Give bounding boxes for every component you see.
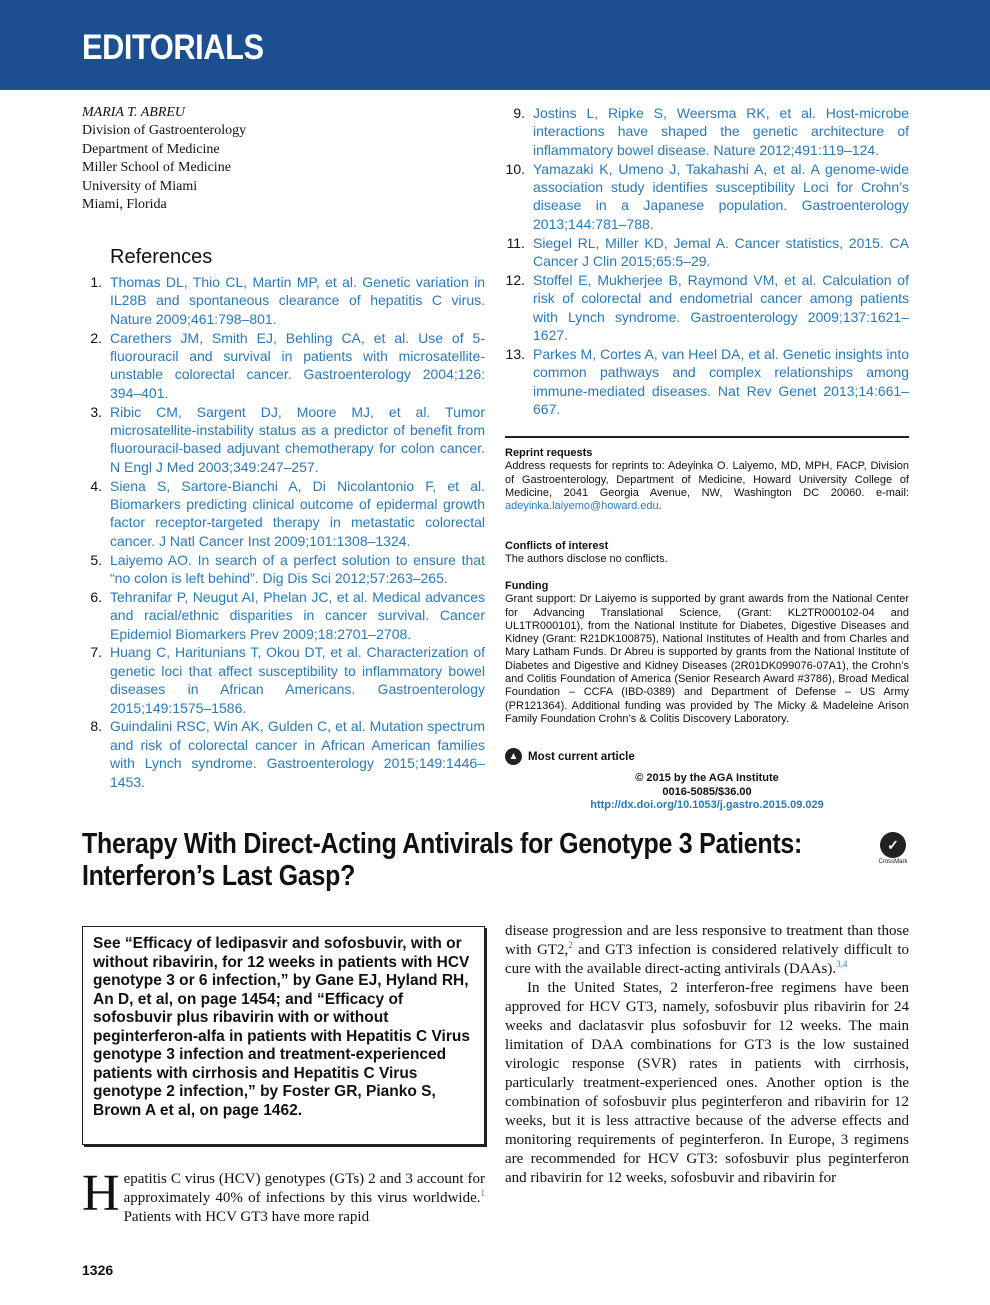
reference-link[interactable]: Ribic CM, Sargent DJ, Moore MJ, et al. Tumor microsatellite-instability status as a predictor of benefit from fluorouracil-based adjuvant chemotherapy for colon cancer. N Engl J Med 2003;349:247–257. xyxy=(110,403,485,475)
reference-item[interactable] xyxy=(82,643,485,717)
reference-item[interactable] xyxy=(82,717,485,791)
reference-link[interactable]: Huang C, Haritunians T, Okou DT, et al. Characterization of genetic loci that affect susceptibility to inflammatory bowel diseases in African Americans. Gastroenterology 2015;149:1575–1586. xyxy=(110,644,485,716)
body-text: epatitis C virus (HCV) genotypes (GTs) 2 and 3 account for approximately 40% of infections by this virus worldwide. xyxy=(123,1171,485,1206)
reference-item[interactable] xyxy=(82,477,485,551)
body-paragraph: In the United States, 2 interferon-free regimens have been approved for HCV GT3, namely, sofosbuvir plus ribavirin for 24 weeks and daclatasvir plus sofosbuvir for 12 weeks. The main limitation of DAA combinations for GT3 is the low sustained virologic response (SVR) rates in patients with cirrhosis, particularly treatment-experienced ones. Another option is the combination of sofosbuvir plus peginterferon and ribavirin for 12 weeks, but it is less attractive because of the adverse effects and monitoring requirements of peginterferon. In Europe, 3 regimens are recommended for HCV GT3: sofosbuvir plus peginterferon and ribavirin for 12 weeks, sofosbuvir and ribavirin for xyxy=(505,980,909,1186)
reference-item[interactable] xyxy=(505,345,909,419)
most-current-article[interactable] xyxy=(505,748,635,765)
reference-item[interactable] xyxy=(505,271,909,345)
reference-link[interactable]: Siegel RL, Miller KD, Jemal A. Cancer statistics, 2015. CA Cancer J Clin 2015;65:5–29. xyxy=(533,234,909,270)
reference-number: 7. xyxy=(90,644,102,661)
copyright-line: © 2015 by the AGA Institute xyxy=(635,772,779,784)
reference-number: 12. xyxy=(505,271,525,288)
body-text: Patients with HCV GT3 have more rapid xyxy=(123,1209,370,1225)
reference-item[interactable] xyxy=(82,403,485,477)
references-list-left xyxy=(82,273,485,792)
doi-link[interactable]: http://dx.doi.org/10.1053/j.gastro.2015.09.029 xyxy=(590,799,824,811)
reprint-heading: Reprint requests xyxy=(505,447,593,459)
author-affiliation-line: Department of Medicine xyxy=(82,141,220,157)
page-number: 1326 xyxy=(82,1262,114,1278)
reference-link[interactable]: Yamazaki K, Umeno J, Takahashi A, et al. A genome-wide association study identifies susceptibility Loci for Crohn’s disease in a Japanese population. Gastroenterology 2013;144:781–788. xyxy=(533,160,909,232)
reference-link[interactable]: Tehranifar P, Neugut AI, Phelan JC, et al. Medical advances and racial/ethnic disparities in cancer survival. Cancer Epidemiol Biomarkers Prev 2009;18:2701–2708. xyxy=(110,588,485,642)
copyright-block xyxy=(505,772,909,813)
divider-rule xyxy=(505,436,909,438)
references-list-right xyxy=(505,104,909,419)
reference-number: 8. xyxy=(90,718,102,735)
body-text: disease progression and are less responsive to treatment than those with GT2, xyxy=(505,923,909,958)
author-name: MARIA T. ABREU xyxy=(82,105,186,120)
conflicts-text: The authors disclose no conflicts. xyxy=(505,553,668,566)
reference-link[interactable]: Siena S, Sartore-Bianchi A, Di Nicolantonio F, et al. Biomarkers predicting clinical outcome of epidermal growth factor receptor-targeted therapy in metastatic colorectal cancer. J Natl Cancer Inst 2009;101:1308–1324. xyxy=(110,477,485,549)
reference-link[interactable]: Stoffel E, Mukherjee B, Raymond VM, et al. Calculation of risk of colorectal and endometrial cancer among patients with Lynch syndrome. Gastroenterology 2009;137:1621–1627. xyxy=(533,271,909,344)
body-text: and GT3 infection is considered relatively difficult to cure with the available direct-acting antivirals (DAAs). xyxy=(505,942,910,977)
conflicts-heading: Conflicts of interest xyxy=(505,540,609,552)
reference-number: 10. xyxy=(505,160,525,177)
crossmark-label: CrossMark xyxy=(878,859,908,865)
reference-number: 2. xyxy=(90,329,102,346)
reference-number: 4. xyxy=(90,477,102,494)
citation-link[interactable]: 3,4 xyxy=(836,959,848,969)
author-affiliation-line: University of Miami xyxy=(82,178,198,194)
reference-link[interactable]: Parkes M, Cortes A, van Heel DA, et al. Genetic insights into common pathways and complex relationships among immune-mediated diseases. Nat Rev Genet 2013;14:661–667. xyxy=(533,345,909,418)
reference-item[interactable] xyxy=(505,234,909,271)
references-heading: References xyxy=(110,246,213,268)
drop-cap: H xyxy=(82,1165,120,1222)
article-title xyxy=(82,828,856,892)
reference-number: 13. xyxy=(505,345,525,362)
reference-link[interactable]: Laiyemo AO. In search of a perfect solution to ensure that “no colon is left behind”. Dig Dis Sci 2012;57:263–265. xyxy=(110,551,485,587)
crossmark-icon: ✓ xyxy=(880,832,906,858)
crossmark-badge[interactable] xyxy=(876,832,910,868)
citation-link[interactable]: 1 xyxy=(480,1188,485,1198)
reference-link[interactable]: Guindalini RSC, Win AK, Gulden C, et al. Mutation spectrum and risk of colorectal cancer in African American families with Lynch syndrome. Gastroenterology 2015;149:1446–1453. xyxy=(110,718,485,790)
conflicts-of-interest xyxy=(505,540,909,567)
article-title-line: Interferon’s Last Gasp? xyxy=(82,860,356,892)
reference-item[interactable] xyxy=(505,104,909,159)
author-affiliation-line: Miami, Florida xyxy=(82,197,167,213)
section-banner xyxy=(0,0,990,90)
reference-number: 6. xyxy=(90,588,102,605)
reference-number: 1. xyxy=(90,274,102,290)
reference-link[interactable]: Carethers JM, Smith EJ, Behling CA, et al. Use of 5-fluorouracil and survival in patients with microsatellite-unstable colorectal cancer. Gastroenterology 2004;126: 394–401. xyxy=(110,329,485,401)
reference-item[interactable] xyxy=(82,588,485,643)
reference-link[interactable]: Jostins L, Ripke S, Weersma RK, et al. Host-microbe interactions have shaped the genetic architecture of inflammatory bowel disease. Nature 2012;491:119–124. xyxy=(533,105,909,158)
reference-number: 9. xyxy=(513,105,525,121)
email-link[interactable]: adeyinka.laiyemo@howard.edu xyxy=(505,500,659,513)
see-also-box xyxy=(82,926,485,1145)
reprint-text: Address requests for reprints to: Adeyinka O. Laiyemo, MD, MPH, FACP, Division of Gastroenterology, Department of Medicine, Howard University College of Medicine, 2041 Georgia Avenue, NW, Washington DC 20060. xyxy=(505,460,909,499)
see-also-text: See “Efficacy of ledipasvir and sofosbuvir, with or without ribavirin, for 12 weeks in patients with HCV genotype 3 or 6 infection,” by Gane EJ, Hyland RH, An D, et al, on page 1454; and “Efficacy of sofosbuvir plus ribavirin with or without peginterferon-alfa in patients with Hepatitis C Virus genotype 3 infection and treatment-experienced patients with cirrhosis and Hepatitis C Virus genotype 2 infection,” by Foster GR, Pianko S, Brown A et al, on page 1462. xyxy=(93,935,470,1119)
reference-item[interactable] xyxy=(505,160,909,234)
body-column-right xyxy=(505,922,909,1188)
body-column-left xyxy=(82,1165,485,1227)
email-label: e-mail: xyxy=(875,486,909,499)
most-current-label: Most current article xyxy=(528,750,635,763)
email-end: . xyxy=(658,500,662,513)
author-block xyxy=(82,104,246,214)
author-affiliation-line: Division of Gastroenterology xyxy=(82,123,247,139)
reference-link[interactable]: Thomas DL, Thio CL, Martin MP, et al. Genetic variation in IL28B and spontaneous clearance of hepatitis C virus. Nature 2009;461:798–801. xyxy=(110,274,485,327)
funding-text: Grant support: Dr Laiyemo is supported by grant awards from the National Center for Advancing Translational Science, (Grant: KL2TR000102-04 and UL1TR000101), from the National Institute for Diabetes, Digestive Diseases and Kidney (Grant: R21DK100875), National Institutes of Health and from Charles and Mary Latham Funds. Dr Abreu is supported by grants from the National Institute of Diabetes and Digestive and Kidney Diseases (2R01DK099076-07A1), the Crohn’s and Colitis Foundation of America (Senior Research Award #3786), Broad Medical Foundation – CCFA (IBD-0389) and Department of Defense – US Army (PR121364). Additional funding was provided by The Micky & Madeleine Arison Family Foundation Crohn’s & Colitis Discovery Laboratory. xyxy=(505,593,909,725)
article-title-line: Therapy With Direct-Acting Antivirals for Genotype 3 Patients: xyxy=(82,828,803,860)
citation-link[interactable]: 2 xyxy=(568,940,573,950)
reference-item[interactable] xyxy=(82,551,485,588)
reference-number: 5. xyxy=(90,551,102,568)
reprint-requests xyxy=(505,447,909,513)
author-affiliation-line: Miller School of Medicine xyxy=(82,160,231,176)
section-title: EDITORIALS xyxy=(82,28,264,67)
reference-number: 3. xyxy=(90,403,102,420)
issn-line: 0016-5085/$36.00 xyxy=(662,785,752,798)
funding xyxy=(505,580,909,726)
reference-item[interactable] xyxy=(82,329,485,403)
funding-heading: Funding xyxy=(505,580,549,592)
reference-number: 11. xyxy=(506,234,525,251)
bookmark-icon: ▲ xyxy=(505,748,522,765)
reference-item[interactable] xyxy=(82,273,485,328)
